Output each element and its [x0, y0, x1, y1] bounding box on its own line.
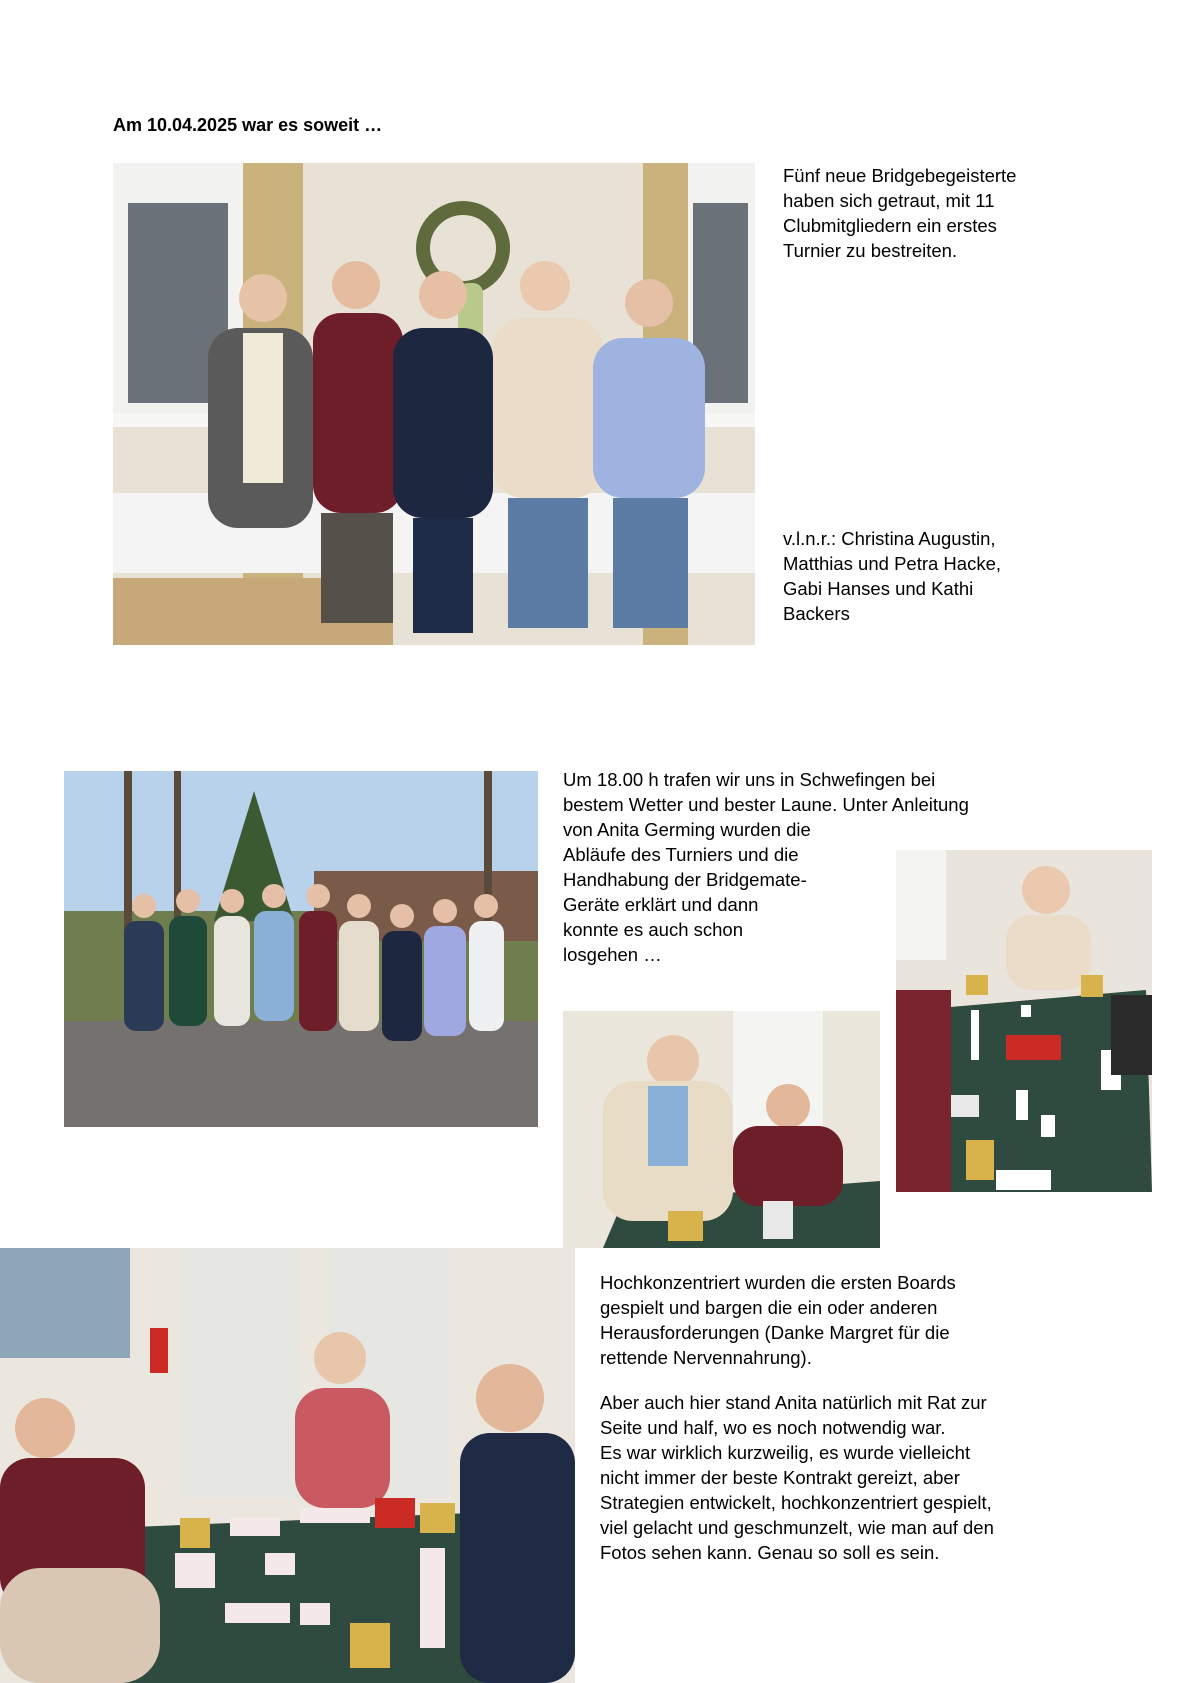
play-text-1: Hochkonzentriert wurden die ersten Boards gespielt und bargen die ein oder anderen Herausforderungen (Danke Margret für die rettende Nervennahrung).	[600, 1272, 956, 1368]
photo-card-table-top-view	[896, 850, 1152, 1192]
photo-players-at-table	[0, 1248, 575, 1683]
photo-caption-names: v.l.n.r.: Christina Augustin, Matthias und Petra Hacke, Gabi Hanses und Kathi Backers	[783, 528, 1001, 624]
intro-text: Fünf neue Bridgebegeisterte haben sich getraut, mit 11 Clubmitgliedern ein erstes Turnier zu bestreiten.	[783, 165, 1017, 261]
photo-bridgemate-explanation	[563, 1011, 880, 1248]
group-photo-outdoors	[64, 771, 538, 1127]
meeting-text-narrow: von Anita Germing wurden die Abläufe des Turniers und die Handhabung der Bridgemate- Geräte erklärt und dann konnte es auch schon losgehen …	[563, 819, 811, 965]
page-title: Am 10.04.2025 war es soweit …	[113, 115, 383, 135]
play-text-2: Aber auch hier stand Anita natürlich mit Rat zur Seite und half, wo es noch notwendig war. Es war wirklich kurzweilig, es wurde vielleicht nicht immer der beste Kontrakt gereizt, aber Strategien entwickelt, hochkonzentriert gespielt, viel gelacht und geschmunzelt, wie man auf den Fotos sehen kann. Genau so soll es sein.	[600, 1392, 994, 1563]
meeting-text-wide: Um 18.00 h trafen wir uns in Schwefingen bei bestem Wetter und bester Laune. Unter Anleitung	[563, 769, 969, 815]
group-photo-new-members	[113, 163, 755, 645]
